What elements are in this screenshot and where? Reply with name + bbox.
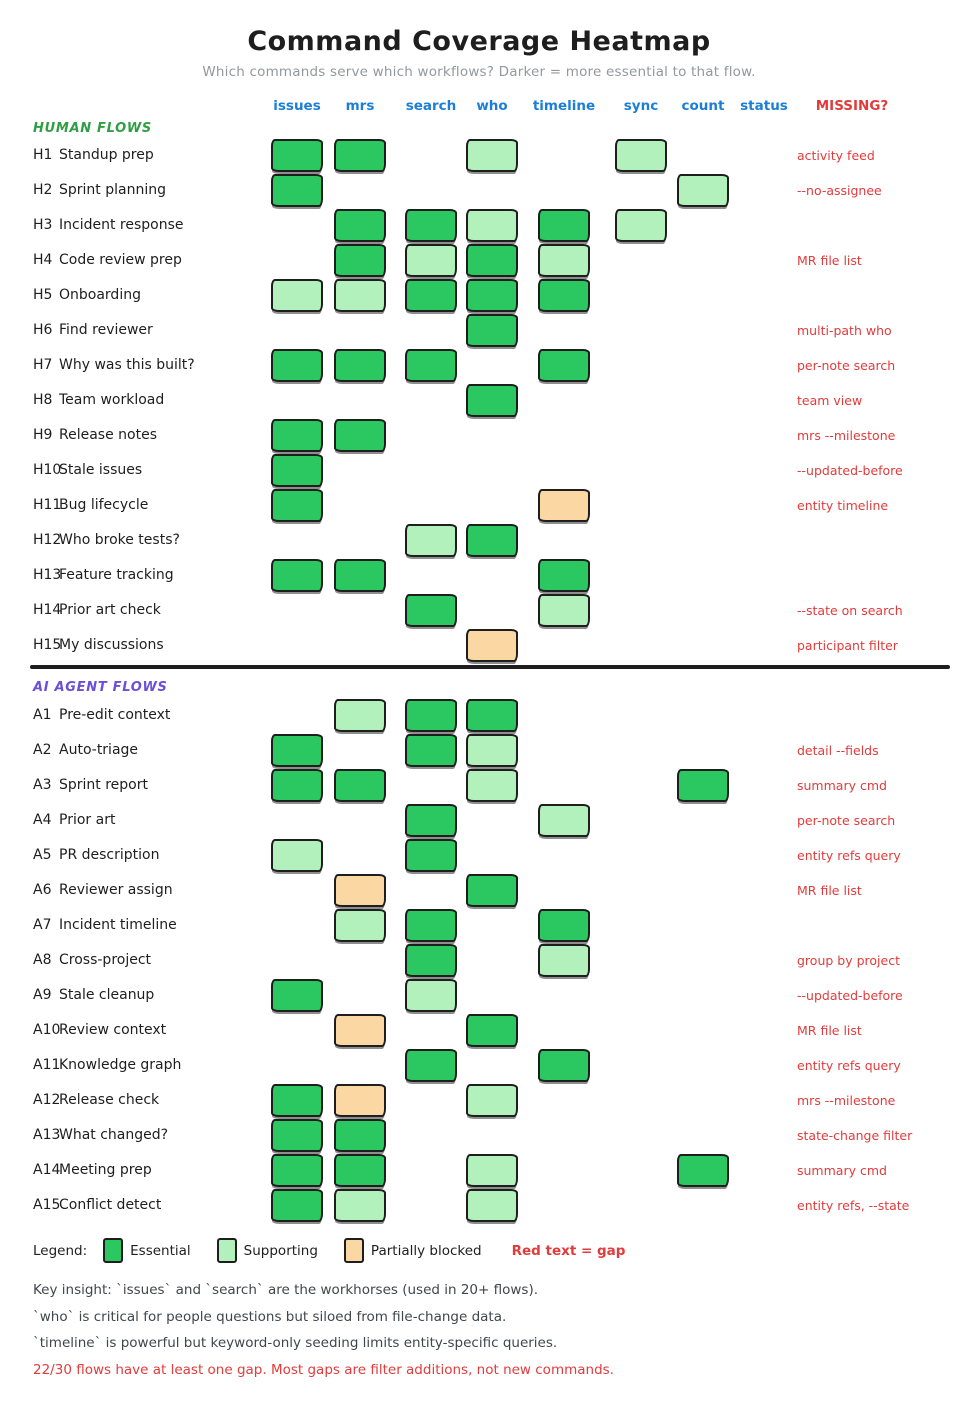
heatmap-cell-A13-mrs [334,1119,386,1152]
column-header-mrs: mrs [345,98,375,114]
insight-line-2: `who` is critical for people questions but siloed from file-change data. [33,1308,507,1325]
legend-item-label: Supporting [243,1242,318,1259]
heatmap-cell-H5-who [466,279,518,312]
row-label-H1: Standup prep [59,147,154,163]
row-id-A3: A3 [33,777,52,793]
row-label-H4: Code review prep [59,252,182,268]
row-label-H14: Prior art check [59,602,161,618]
row-label-A7: Incident timeline [59,917,177,933]
heatmap-cell-A14-mrs [334,1154,386,1187]
missing-gap-A4: per-note search [797,813,896,828]
row-label-A14: Meeting prep [59,1162,152,1178]
heatmap-cell-A7-search [405,909,457,942]
heatmap-cell-H4-search [405,244,457,277]
missing-gap-A3: summary cmd [797,778,887,793]
heatmap-cell-H5-issues [271,279,323,312]
heatmap-cell-A8-timeline [538,944,590,977]
row-id-H10: H10 [33,462,62,478]
heatmap-cell-A11-search [405,1049,457,1082]
legend-items [103,1238,507,1263]
heatmap-cell-A10-who [466,1014,518,1047]
row-label-H10: Stale issues [59,462,143,478]
missing-gap-H2: --no-assignee [797,183,882,198]
legend-swatch-partially_blocked [344,1238,364,1263]
heatmap-cell-H1-mrs [334,139,386,172]
heatmap-cell-H6-who [466,314,518,347]
legend-item-partially_blocked [344,1238,482,1263]
heatmap-cell-H13-issues [271,559,323,592]
row-label-H7: Why was this built? [59,357,195,373]
heatmap-cell-A12-issues [271,1084,323,1117]
heatmap-cell-A15-who [466,1189,518,1222]
heatmap-cell-A2-search [405,734,457,767]
heatmap-cell-H4-mrs [334,244,386,277]
legend-label: Legend: [33,1242,88,1259]
row-id-H6: H6 [33,322,53,338]
row-label-A4: Prior art [59,812,116,828]
row-id-H14: H14 [33,602,62,618]
missing-gap-A5: entity refs query [797,848,901,863]
row-id-A4: A4 [33,812,52,828]
insight-line-4: 22/30 flows have at least one gap. Most gaps are filter additions, not new commands. [33,1361,614,1378]
heatmap-cell-A12-who [466,1084,518,1117]
missing-gap-H11: entity timeline [797,498,889,513]
row-label-A10: Review context [59,1022,167,1038]
heatmap-cell-H10-issues [271,454,323,487]
heatmap-cell-A2-who [466,734,518,767]
row-id-H11: H11 [33,497,62,513]
heatmap-cell-A13-issues [271,1119,323,1152]
heatmap-cell-H13-timeline [538,559,590,592]
row-id-A5: A5 [33,847,52,863]
missing-gap-A8: group by project [797,953,900,968]
heatmap-cell-H3-search [405,209,457,242]
row-label-A9: Stale cleanup [59,987,155,1003]
heatmap-cell-H2-count [677,174,729,207]
heatmap-cell-A1-who [466,699,518,732]
missing-gap-A9: --updated-before [797,988,903,1003]
row-id-A12: A12 [33,1092,61,1108]
heatmap-cell-A3-mrs [334,769,386,802]
row-label-A2: Auto-triage [59,742,139,758]
heatmap-cell-A15-issues [271,1189,323,1222]
heatmap-cell-A7-mrs [334,909,386,942]
row-label-A13: What changed? [59,1127,169,1143]
column-header-sync: sync [623,98,659,114]
missing-gap-H4: MR file list [797,253,862,268]
section-divider [30,665,950,669]
row-label-H9: Release notes [59,427,157,443]
section-label-human: HUMAN FLOWS [33,121,152,136]
row-id-A11: A11 [33,1057,61,1073]
heatmap-cell-H13-mrs [334,559,386,592]
heatmap-cell-H7-issues [271,349,323,382]
row-id-H13: H13 [33,567,62,583]
row-label-H15: My discussions [59,637,164,653]
page-title: Command Coverage Heatmap [247,26,711,57]
row-id-H7: H7 [33,357,53,373]
row-label-A3: Sprint report [59,777,148,793]
row-id-A7: A7 [33,917,52,933]
row-label-H6: Find reviewer [59,322,153,338]
heatmap-cell-H3-timeline [538,209,590,242]
row-id-H1: H1 [33,147,53,163]
missing-gap-A6: MR file list [797,883,862,898]
row-label-H12: Who broke tests? [59,532,180,548]
missing-gap-H15: participant filter [797,638,898,653]
missing-gap-A13: state-change filter [797,1128,913,1143]
row-id-H8: H8 [33,392,53,408]
row-label-H11: Bug lifecycle [59,497,149,513]
row-id-H15: H15 [33,637,62,653]
missing-gap-A14: summary cmd [797,1163,887,1178]
row-label-A6: Reviewer assign [59,882,173,898]
row-id-A8: A8 [33,952,52,968]
heatmap-cell-A2-issues [271,734,323,767]
column-header-missing: MISSING? [815,98,889,114]
heatmap-cell-H3-who [466,209,518,242]
heatmap-cell-A14-issues [271,1154,323,1187]
row-label-A12: Release check [59,1092,160,1108]
row-label-H2: Sprint planning [59,182,166,198]
row-id-A2: A2 [33,742,52,758]
column-header-issues: issues [273,98,321,114]
heatmap-cell-H7-mrs [334,349,386,382]
heatmap-cell-H7-search [405,349,457,382]
row-id-H2: H2 [33,182,53,198]
missing-gap-A2: detail --fields [797,743,879,758]
heatmap-cell-H14-search [405,594,457,627]
column-header-count: count [681,98,725,114]
heatmap-cell-A5-search [405,839,457,872]
insight-line-3: `timeline` is powerful but keyword-only seeding limits entity-specific queries. [33,1335,558,1351]
missing-gap-H9: mrs --milestone [797,428,896,443]
heatmap-cell-H15-who [466,629,518,662]
row-id-A15: A15 [33,1197,61,1213]
heatmap-cell-H12-search [405,524,457,557]
heatmap-cell-A1-mrs [334,699,386,732]
heatmap-cell-A3-issues [271,769,323,802]
heatmap-cell-H9-mrs [334,419,386,452]
heatmap-cell-H2-issues [271,174,323,207]
heatmap-cell-A4-timeline [538,804,590,837]
missing-gap-A11: entity refs query [797,1058,901,1073]
page-subtitle: Which commands serve which workflows? Darker = more essential to that flow. [202,64,756,80]
heatmap-cell-A8-search [405,944,457,977]
heatmap-cell-A1-search [405,699,457,732]
heatmap-cell-H5-search [405,279,457,312]
column-header-timeline: timeline [532,98,596,114]
missing-gap-H14: --state on search [797,603,903,618]
heatmap-cell-A12-mrs [334,1084,386,1117]
missing-gap-H1: activity feed [797,148,875,163]
row-label-A5: PR description [59,847,160,863]
heatmap-cell-H3-sync [615,209,667,242]
section-label-agent: AI AGENT FLOWS [33,680,168,695]
row-label-H5: Onboarding [59,287,141,303]
heatmap-cell-H3-mrs [334,209,386,242]
legend-swatch-supporting [217,1238,237,1263]
heatmap-cell-H1-issues [271,139,323,172]
heatmap-cell-H5-mrs [334,279,386,312]
missing-gap-A10: MR file list [797,1023,862,1038]
heatmap-cell-H9-issues [271,419,323,452]
missing-gap-H6: multi-path who [797,323,892,338]
legend [33,1238,625,1263]
heatmap-cell-A9-issues [271,979,323,1012]
row-id-H4: H4 [33,252,53,268]
legend-gap-note: Red text = gap [511,1242,626,1259]
legend-swatch-essential [103,1238,123,1263]
row-id-A14: A14 [33,1162,61,1178]
row-label-A8: Cross-project [59,952,152,968]
key-insights [33,1277,614,1383]
missing-gap-A12: mrs --milestone [797,1093,896,1108]
heatmap-cell-A7-timeline [538,909,590,942]
column-header-status: status [740,98,788,114]
insight-line-1: Key insight: `issues` and `search` are the workhorses (used in 20+ flows). [33,1282,539,1298]
row-id-H9: H9 [33,427,53,443]
heatmap-cell-H11-timeline [538,489,590,522]
column-header-who: who [476,98,508,114]
row-label-H13: Feature tracking [59,567,174,583]
row-label-A11: Knowledge graph [59,1057,182,1073]
row-id-A10: A10 [33,1022,61,1038]
heatmap-cell-H7-timeline [538,349,590,382]
row-label-H8: Team workload [59,392,165,408]
row-id-H12: H12 [33,532,62,548]
row-label-H3: Incident response [59,217,184,233]
heatmap-cell-H1-sync [615,139,667,172]
row-label-A1: Pre-edit context [59,707,171,723]
heatmap-cell-H11-issues [271,489,323,522]
missing-gap-H10: --updated-before [797,463,903,478]
column-header-search: search [405,98,457,114]
legend-item-label: Essential [130,1242,191,1259]
heatmap-cell-H14-timeline [538,594,590,627]
missing-gap-H7: per-note search [797,358,896,373]
heatmap-cell-A3-who [466,769,518,802]
row-id-A13: A13 [33,1127,61,1143]
heatmap-cell-A5-issues [271,839,323,872]
row-id-A1: A1 [33,707,52,723]
missing-gap-H8: team view [797,393,863,408]
legend-item-label: Partially blocked [370,1242,482,1259]
row-id-A9: A9 [33,987,52,1003]
heatmap-cell-H5-timeline [538,279,590,312]
heatmap-cell-H1-who [466,139,518,172]
heatmap-cell-A10-mrs [334,1014,386,1047]
legend-item-supporting [217,1238,318,1263]
heatmap-cell-A3-count [677,769,729,802]
heatmap-cell-A9-search [405,979,457,1012]
row-id-A6: A6 [33,882,52,898]
heatmap-cell-H12-who [466,524,518,557]
heatmap-cell-A11-timeline [538,1049,590,1082]
row-label-A15: Conflict detect [59,1197,162,1213]
legend-item-essential [103,1238,191,1263]
heatmap-cell-A14-who [466,1154,518,1187]
heatmap-cell-A6-mrs [334,874,386,907]
missing-gap-A15: entity refs, --state [797,1198,910,1213]
row-id-H3: H3 [33,217,53,233]
heatmap-cell-H4-who [466,244,518,277]
row-id-H5: H5 [33,287,53,303]
heatmap-cell-A4-search [405,804,457,837]
heatmap-cell-A6-who [466,874,518,907]
heatmap-cell-A15-mrs [334,1189,386,1222]
heatmap-cell-H8-who [466,384,518,417]
heatmap-cell-A14-count [677,1154,729,1187]
heatmap-cell-H4-timeline [538,244,590,277]
